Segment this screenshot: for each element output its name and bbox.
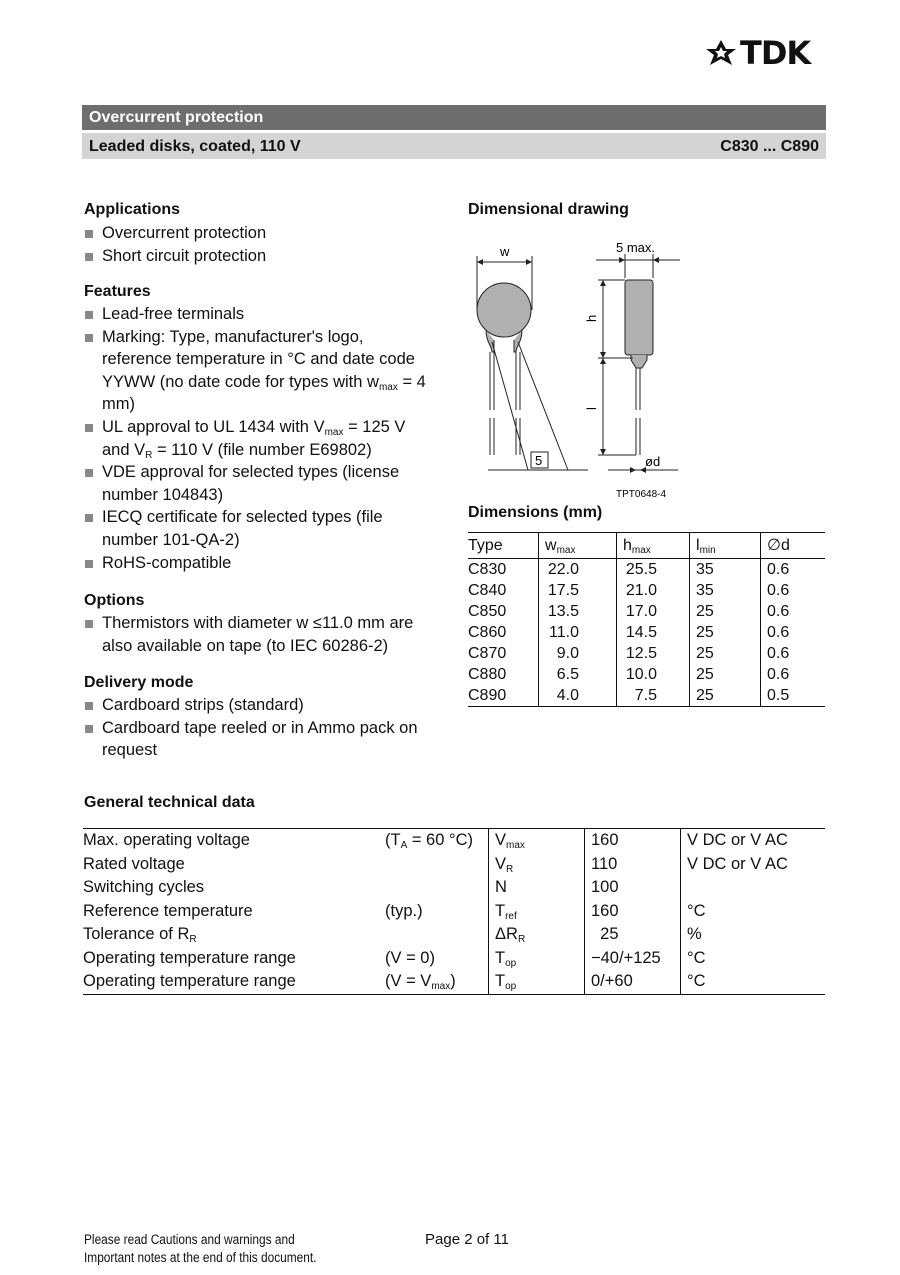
general-cell: $V_R$	[489, 853, 585, 877]
dimensions-cell: 4.0	[539, 685, 617, 707]
general-cell: Tolerance of $R_R$	[83, 925, 197, 945]
delivery-list	[84, 694, 434, 762]
footer-note-line1: Please read Cautions and warnings and	[84, 1232, 295, 1247]
label-l: l	[584, 407, 599, 410]
general-cell: %	[681, 923, 826, 947]
general-cell	[681, 876, 826, 900]
general-cell	[385, 923, 489, 947]
dimensions-cell: 17.5	[539, 580, 617, 601]
dimensions-cell: 13.5	[539, 601, 617, 622]
dimensional-drawing	[468, 230, 698, 505]
applications-list	[84, 222, 434, 267]
applications-heading: Applications	[84, 201, 181, 218]
general-row	[83, 876, 825, 900]
general-data-table	[83, 828, 825, 995]
general-cell: $V_{max}$	[489, 829, 585, 853]
features-item: RoHS-compatible	[84, 552, 434, 575]
dimensions-row	[468, 559, 825, 581]
label-h: h	[584, 314, 599, 322]
dimensions-cell: 10.0	[617, 664, 690, 685]
col-wmax: $w_{max}$	[539, 533, 617, 559]
general-cell: Rated voltage	[83, 854, 185, 873]
dimensions-cell: C880	[468, 666, 507, 683]
features-item: IECQ certificate for selected types (file number 101-QA-2)	[84, 506, 434, 551]
label-w: w	[500, 244, 510, 259]
general-cell: $T_{ref}$	[489, 900, 585, 924]
dimensions-cell: 17.0	[617, 601, 690, 622]
col-lmin: $l_{min}$	[690, 533, 761, 559]
general-row	[83, 853, 825, 877]
col-diameter: ∅d	[761, 533, 826, 559]
dimensions-row	[468, 601, 825, 622]
general-cell: 0/+60	[585, 970, 681, 994]
general-cell: $T_{op}$	[489, 947, 585, 971]
general-cell: Max. operating voltage	[83, 829, 385, 853]
dimensions-cell: 25	[690, 622, 761, 643]
general-row	[83, 947, 825, 971]
dimensions-cell: 0.6	[761, 622, 826, 643]
dimensions-cell: 14.5	[617, 622, 690, 643]
drawing-heading: Dimensional drawing	[468, 201, 629, 218]
dimensions-row	[468, 622, 825, 643]
dimensions-cell: 0.6	[761, 559, 826, 581]
features-item: Marking: Type, manufacturer's logo, reference temperature in °C and date code YYWW (no date code for types with $w_{max} = 4$ mm)	[84, 326, 434, 416]
dimensions-cell: C850	[468, 603, 507, 620]
general-row	[83, 900, 825, 924]
dimensions-cell: 35	[690, 580, 761, 601]
features-item: VDE approval for selected types (license number 104843)	[84, 461, 434, 506]
dimensions-cell: 0.6	[761, 664, 826, 685]
general-cell: Operating temperature range	[83, 970, 385, 994]
footer-note-line2: Important notes at the end of this document.	[84, 1250, 317, 1265]
general-cell: Operating temperature range	[83, 948, 296, 967]
dimensions-row	[468, 685, 825, 707]
dimensions-cell: C870	[468, 645, 507, 662]
dimensions-cell: 35	[690, 559, 761, 581]
label-5: 5	[535, 453, 543, 468]
general-cell: 100	[585, 876, 681, 900]
general-cell: 25	[585, 923, 681, 947]
general-cell: −40/+125	[585, 947, 681, 971]
dimensions-cell: C860	[468, 624, 507, 641]
options-item: Thermistors with diameter w ≤11.0 mm are also available on tape (to IEC 60286-2)	[84, 612, 434, 657]
general-cell	[385, 876, 489, 900]
dimensions-row	[468, 664, 825, 685]
dimensions-cell: C830	[468, 561, 507, 578]
general-cell: °C	[681, 947, 826, 971]
features-item: UL approval to UL 1434 with $V_{max} = 125$ V and $V_R = 110$ V (file number E69802)	[84, 416, 434, 461]
dimensions-table	[468, 532, 825, 707]
dimensions-cell: 0.6	[761, 580, 826, 601]
dimensions-cell: 21.0	[617, 580, 690, 601]
label-5max: 5 max.	[616, 240, 656, 255]
applications-item: Short circuit protection	[84, 245, 434, 268]
label-od: ød	[645, 454, 661, 469]
logo-text: TDK	[740, 34, 811, 72]
options-list	[84, 612, 434, 657]
dimensions-cell: 11.0	[539, 622, 617, 643]
delivery-heading: Delivery mode	[84, 674, 194, 691]
dimensions-cell: C840	[468, 582, 507, 599]
general-cell: 160	[585, 829, 681, 853]
dimensions-cell: 22.0	[539, 559, 617, 581]
col-hmax: $h_{max}$	[617, 533, 690, 559]
drawing-code: TPT0648-4	[616, 489, 667, 500]
general-cell: ($T_A = 60$ °C)	[385, 829, 489, 853]
features-heading: Features	[84, 283, 151, 300]
type-range: C830 ... C890	[720, 138, 819, 155]
dimensions-cell: 25	[690, 643, 761, 664]
general-cell	[385, 853, 489, 877]
general-heading: General technical data	[84, 794, 255, 811]
category-bar	[82, 105, 826, 130]
dimensions-cell: C890	[468, 685, 539, 707]
general-cell: N	[489, 876, 585, 900]
general-cell: 160	[585, 900, 681, 924]
dimensions-cell: 0.6	[761, 643, 826, 664]
features-list	[84, 303, 434, 574]
product-subtitle: Leaded disks, coated, 110 V	[89, 138, 301, 155]
dimensions-cell: 12.5	[617, 643, 690, 664]
footer-note	[84, 1231, 316, 1267]
subtitle-bar	[82, 133, 826, 159]
features-item: Lead-free terminals	[84, 303, 434, 326]
dimensions-row	[468, 580, 825, 601]
general-cell: V DC or V AC	[681, 829, 826, 853]
general-cell: 110	[585, 853, 681, 877]
tdk-emblem-icon	[704, 38, 738, 68]
dimensions-cell: 25	[690, 601, 761, 622]
general-cell: (V = 0)	[385, 948, 435, 967]
general-cell: °C	[681, 970, 826, 994]
dimensions-cell: 25	[690, 685, 761, 707]
dimensions-cell: 9.0	[539, 643, 617, 664]
dimensions-heading: Dimensions (mm)	[468, 504, 603, 521]
general-cell: (typ.)	[385, 901, 423, 920]
dimensions-cell: 25	[690, 664, 761, 685]
dimensions-cell: 0.6	[761, 601, 826, 622]
general-cell: V DC or V AC	[681, 853, 826, 877]
general-cell: $(V = V_{max})$	[385, 970, 489, 994]
dimensions-row	[468, 643, 825, 664]
applications-item: Overcurrent protection	[84, 222, 434, 245]
dimensions-cell: 6.5	[539, 664, 617, 685]
general-cell: $T_{op}$	[489, 970, 585, 994]
general-row	[83, 923, 825, 947]
page-number: Page 2 of 11	[425, 1231, 509, 1248]
category-title: Overcurrent protection	[89, 109, 264, 126]
delivery-item: Cardboard tape reeled or in Ammo pack on request	[84, 717, 434, 762]
general-cell: Switching cycles	[83, 878, 205, 896]
dimensions-cell: 25.5	[617, 559, 690, 581]
dimensions-cell: 7.5	[617, 685, 690, 707]
options-heading: Options	[84, 592, 145, 609]
general-cell: °C	[681, 900, 826, 924]
delivery-item: Cardboard strips (standard)	[84, 694, 434, 717]
col-type: Type	[468, 533, 539, 559]
general-cell: $\Delta R_R$	[489, 923, 585, 947]
general-cell: Reference temperature	[83, 901, 253, 920]
general-row	[83, 970, 825, 994]
dimensions-cell: 0.5	[761, 685, 826, 707]
dimensions-header-row	[468, 533, 825, 559]
tdk-logo	[704, 34, 826, 72]
general-row	[83, 829, 825, 853]
